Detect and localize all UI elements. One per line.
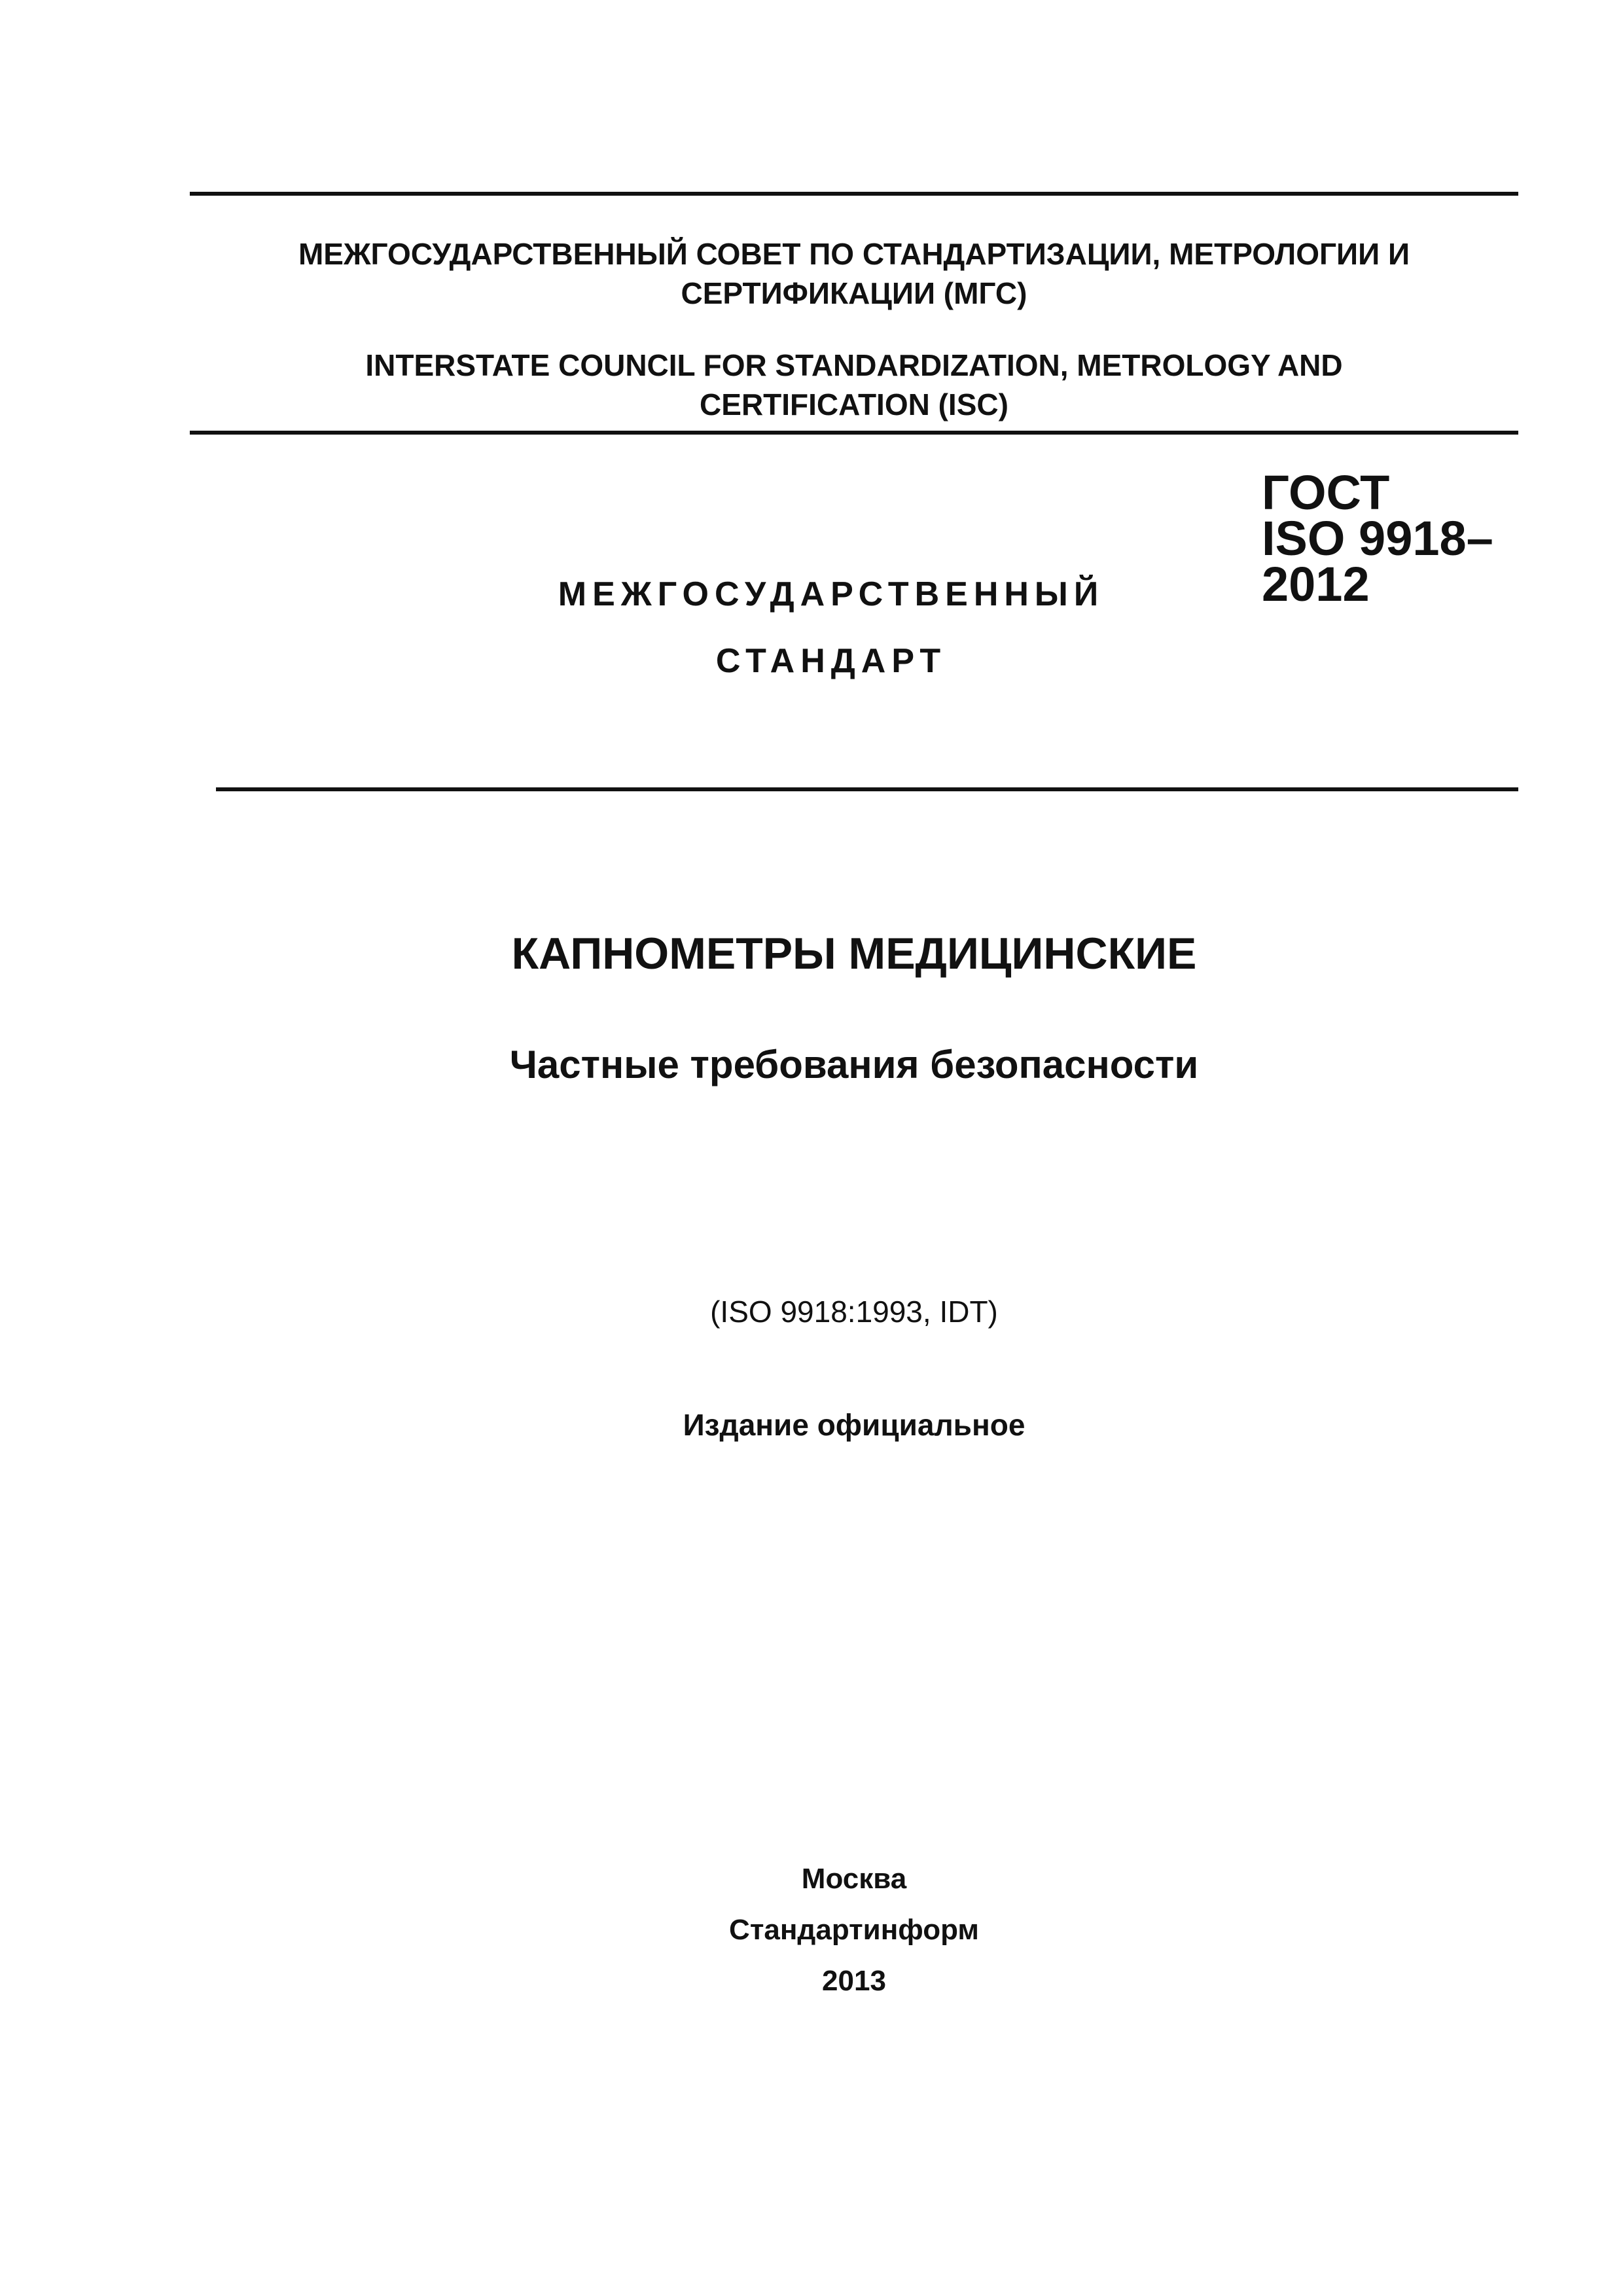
designation-line-3: 2012 bbox=[1262, 557, 1370, 611]
council-ru-line-1: МЕЖГОСУДАРСТВЕННЫЙ СОВЕТ ПО СТАНДАРТИЗАЦИИ, МЕТРОЛОГИИ И bbox=[298, 237, 1410, 271]
council-en-line-2: CERTIFICATION (ISC) bbox=[700, 387, 1008, 422]
imprint-city: Москва bbox=[801, 1863, 907, 1895]
council-ru-line-2: СЕРТИФИКАЦИИ (МГС) bbox=[681, 276, 1027, 310]
imprint-year: 2013 bbox=[822, 1965, 886, 1997]
designation-line-2: ISO 9918– bbox=[1262, 511, 1493, 565]
imprint-publisher: Стандартинформ bbox=[729, 1914, 979, 1946]
designation-line-1: ГОСТ bbox=[1262, 465, 1390, 520]
council-name-ru bbox=[190, 234, 1518, 313]
council-name-en bbox=[190, 346, 1518, 424]
standard-type-line-2: СТАНДАРТ bbox=[715, 642, 947, 680]
iso-reference: (ISO 9918:1993, IDT) bbox=[710, 1295, 998, 1329]
lower-rule bbox=[216, 787, 1518, 791]
standard-designation bbox=[1262, 465, 1517, 611]
document-subtitle: Частные требования безопасности bbox=[509, 1043, 1199, 1086]
council-en-line-1: INTERSTATE COUNCIL FOR STANDARDIZATION, METROLOGY AND bbox=[365, 348, 1343, 382]
top-rule bbox=[190, 192, 1518, 196]
standard-type-line-1: МЕЖГОСУДАРСТВЕННЫЙ bbox=[558, 575, 1105, 613]
imprint bbox=[190, 1854, 1518, 2007]
middle-rule bbox=[190, 431, 1518, 435]
document-title: КАПНОМЕТРЫ МЕДИЦИНСКИЕ bbox=[511, 929, 1197, 978]
edition-label: Издание официальное bbox=[683, 1408, 1026, 1442]
